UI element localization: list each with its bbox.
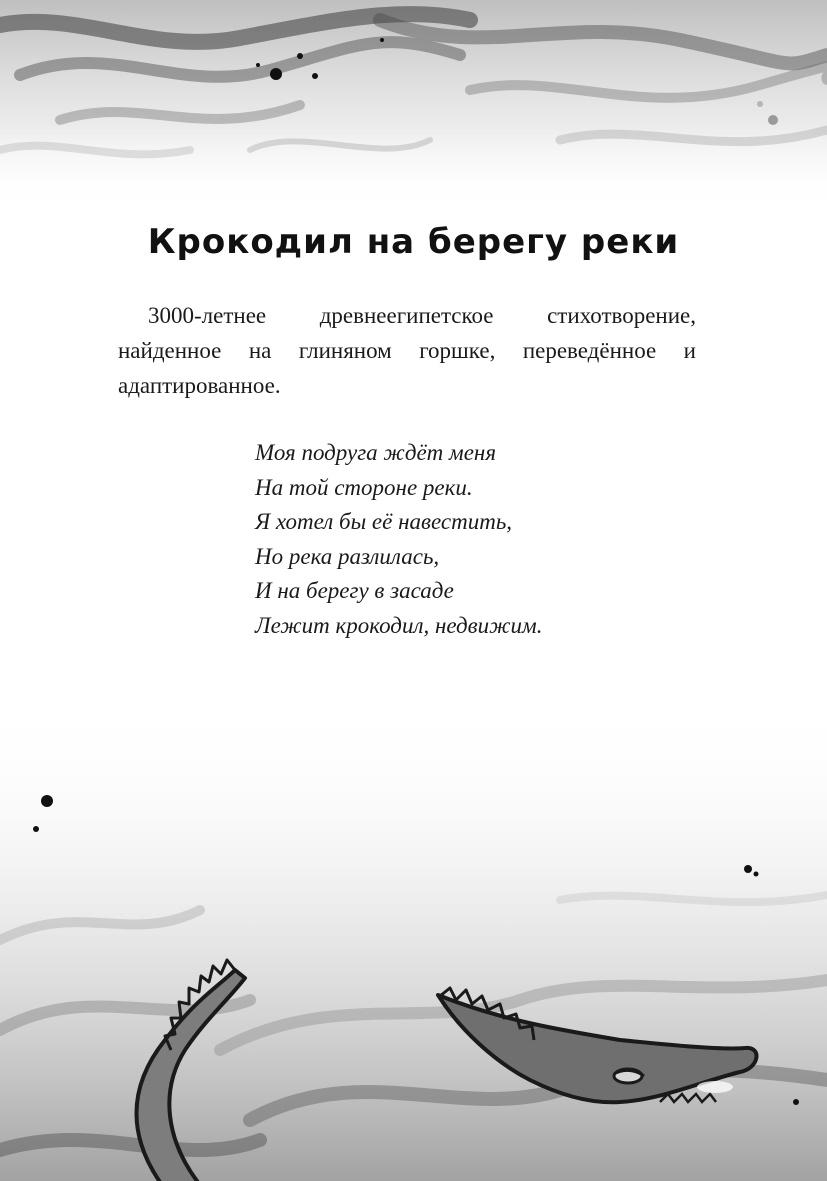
crocodile-figure	[136, 960, 756, 1181]
poem-line: Но река разлилась,	[255, 543, 440, 569]
intro-paragraph: 3000-летнее древнеегипетское стихотворение, найденное на глиняном горшке, переведённое и адаптированное.	[118, 303, 696, 398]
poem-line: На той стороне реки.	[255, 474, 473, 500]
poem-line: Я хотел бы её навестить,	[255, 509, 513, 534]
poem	[255, 436, 675, 643]
crocodile-river-illustration	[0, 700, 827, 1181]
poem-line: Моя подруга ждёт меня	[255, 440, 497, 465]
water-waves-illustration-top	[0, 0, 827, 210]
page-title: Крокодил на берегу реки	[147, 222, 680, 262]
poem-line: Лежит крокодил, недвижим.	[255, 612, 543, 638]
poem-line: И на берегу в засаде	[255, 578, 454, 603]
